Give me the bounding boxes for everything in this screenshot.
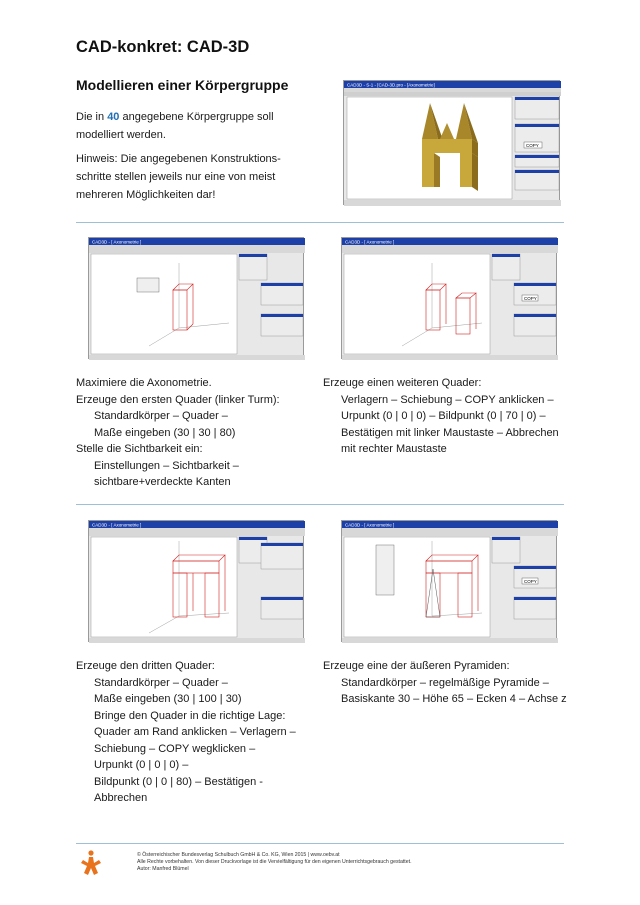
svg-text:CAD3D - [ Axonometrie ]: CAD3D - [ Axonometrie ] [92,522,142,528]
svg-text:COPY: COPY [524,296,537,301]
step-3-line: Bildpunkt (0 | 0 | 80) – Bestätigen - [94,775,263,788]
intro-text-after: angegebene Körpergruppe soll modelliert werden. [76,111,274,141]
step-3-caption [76,658,296,807]
screenshot-main-title: CAD3D - S-1 - [CAD-3D.pro - [Axonometrie] [347,82,435,88]
step-2-line: Verlagern – Schiebung – COPY anklicken – [341,393,554,406]
screenshot-main-graphic [344,81,561,206]
step-1-line: sichtbare+verdeckte Kanten [94,476,231,488]
figure-reference: 40 [107,111,120,123]
screenshot-step-2-graphic [342,238,558,360]
step-3-line: Urpunkt (0 | 0 | 0) – [94,759,189,771]
step-1-caption [76,375,280,491]
footer-divider [76,843,564,844]
intro-text-before: Die in [76,111,108,123]
screenshot-step-1 [88,237,304,359]
step-2-line: Bestätigen mit linker Maustaste – Abbrechen [341,426,559,439]
divider-2 [76,504,564,505]
step-3-line: Abbrechen [94,792,148,804]
svg-text:CAD3D - [ Axonometrie ]: CAD3D - [ Axonometrie ] [345,239,395,245]
step-4-caption [323,658,567,708]
footer-copyright [137,852,412,873]
step-2-line: Erzeuge einen weiteren Quader: [323,377,482,389]
screenshot-step-4-graphic [342,521,558,643]
screenshot-step-3-graphic [89,521,305,643]
intro-paragraph [76,108,306,144]
step-2-line: mit rechter Maustaste [341,443,447,455]
footer-line-2: Alle Rechte vorbehalten. Von dieser Druckvorlage ist die Vervielfältigung für den eigenen Unterrichtsgebrauch gestattet. [137,859,412,865]
step-4-line: Standardkörper – regelmäßige Pyramide – [341,676,549,689]
step-1-line: Einstellungen – Sichtbarkeit – [94,459,239,472]
divider-1 [76,222,564,223]
svg-text:CAD3D - [ Axonometrie ]: CAD3D - [ Axonometrie ] [345,522,395,528]
footer-line-1: © Österreichischer Bundesverlag Schulbuch GmbH & Co. KG, Wien 2015 | www.oebv.at [137,852,340,858]
section-title: Modellieren einer Körpergruppe [76,77,289,93]
screenshot-main [343,80,560,205]
step-1-line: Stelle die Sichtbarkeit ein: [76,443,203,455]
step-2-line: Urpunkt (0 | 0 | 0) – Bildpunkt (0 | 70 | 0) – [341,410,546,422]
step-1-line: Standardkörper – Quader – [94,410,228,422]
screenshot-step-3 [88,520,304,642]
copy-label: COPY [526,143,539,148]
svg-text:CAD3D - [ Axonometrie ]: CAD3D - [ Axonometrie ] [92,239,142,245]
step-3-line: Schiebung – COPY wegklicken – [94,742,256,755]
step-2-caption [323,375,559,458]
publisher-logo-icon [78,850,104,878]
step-3-line: Quader am Rand anklicken – Verlagern – [94,726,296,738]
step-4-line: Erzeuge eine der äußeren Pyramiden: [323,660,510,672]
footer-line-3: Autor: Manfred Blümel [137,866,189,872]
step-3-line: Erzeuge den dritten Quader: [76,660,215,672]
step-3-line: Standardkörper – Quader – [94,676,228,689]
step-3-line: Bringe den Quader in die richtige Lage: [94,709,286,722]
screenshot-step-2 [341,237,557,359]
hint-paragraph: Hinweis: Die angegebenen Konstruktions-schritte stellen jeweils nur eine von meist mehreren Möglichkeiten dar! [76,153,281,201]
step-1-line: Maße eingeben (30 | 30 | 80) [94,426,236,439]
step-1-line: Erzeuge den ersten Quader (linker Turm): [76,393,280,406]
step-4-line: Basiskante 30 – Höhe 65 – Ecken 4 – Achse z [341,693,567,705]
screenshot-step-4 [341,520,557,642]
step-3-line: Maße eingeben (30 | 100 | 30) [94,693,242,705]
step-1-line: Maximiere die Axonometrie. [76,377,212,389]
page-title: CAD-konkret: CAD-3D [76,38,250,56]
screenshot-step-1-graphic [89,238,305,360]
svg-text:COPY: COPY [524,579,537,584]
